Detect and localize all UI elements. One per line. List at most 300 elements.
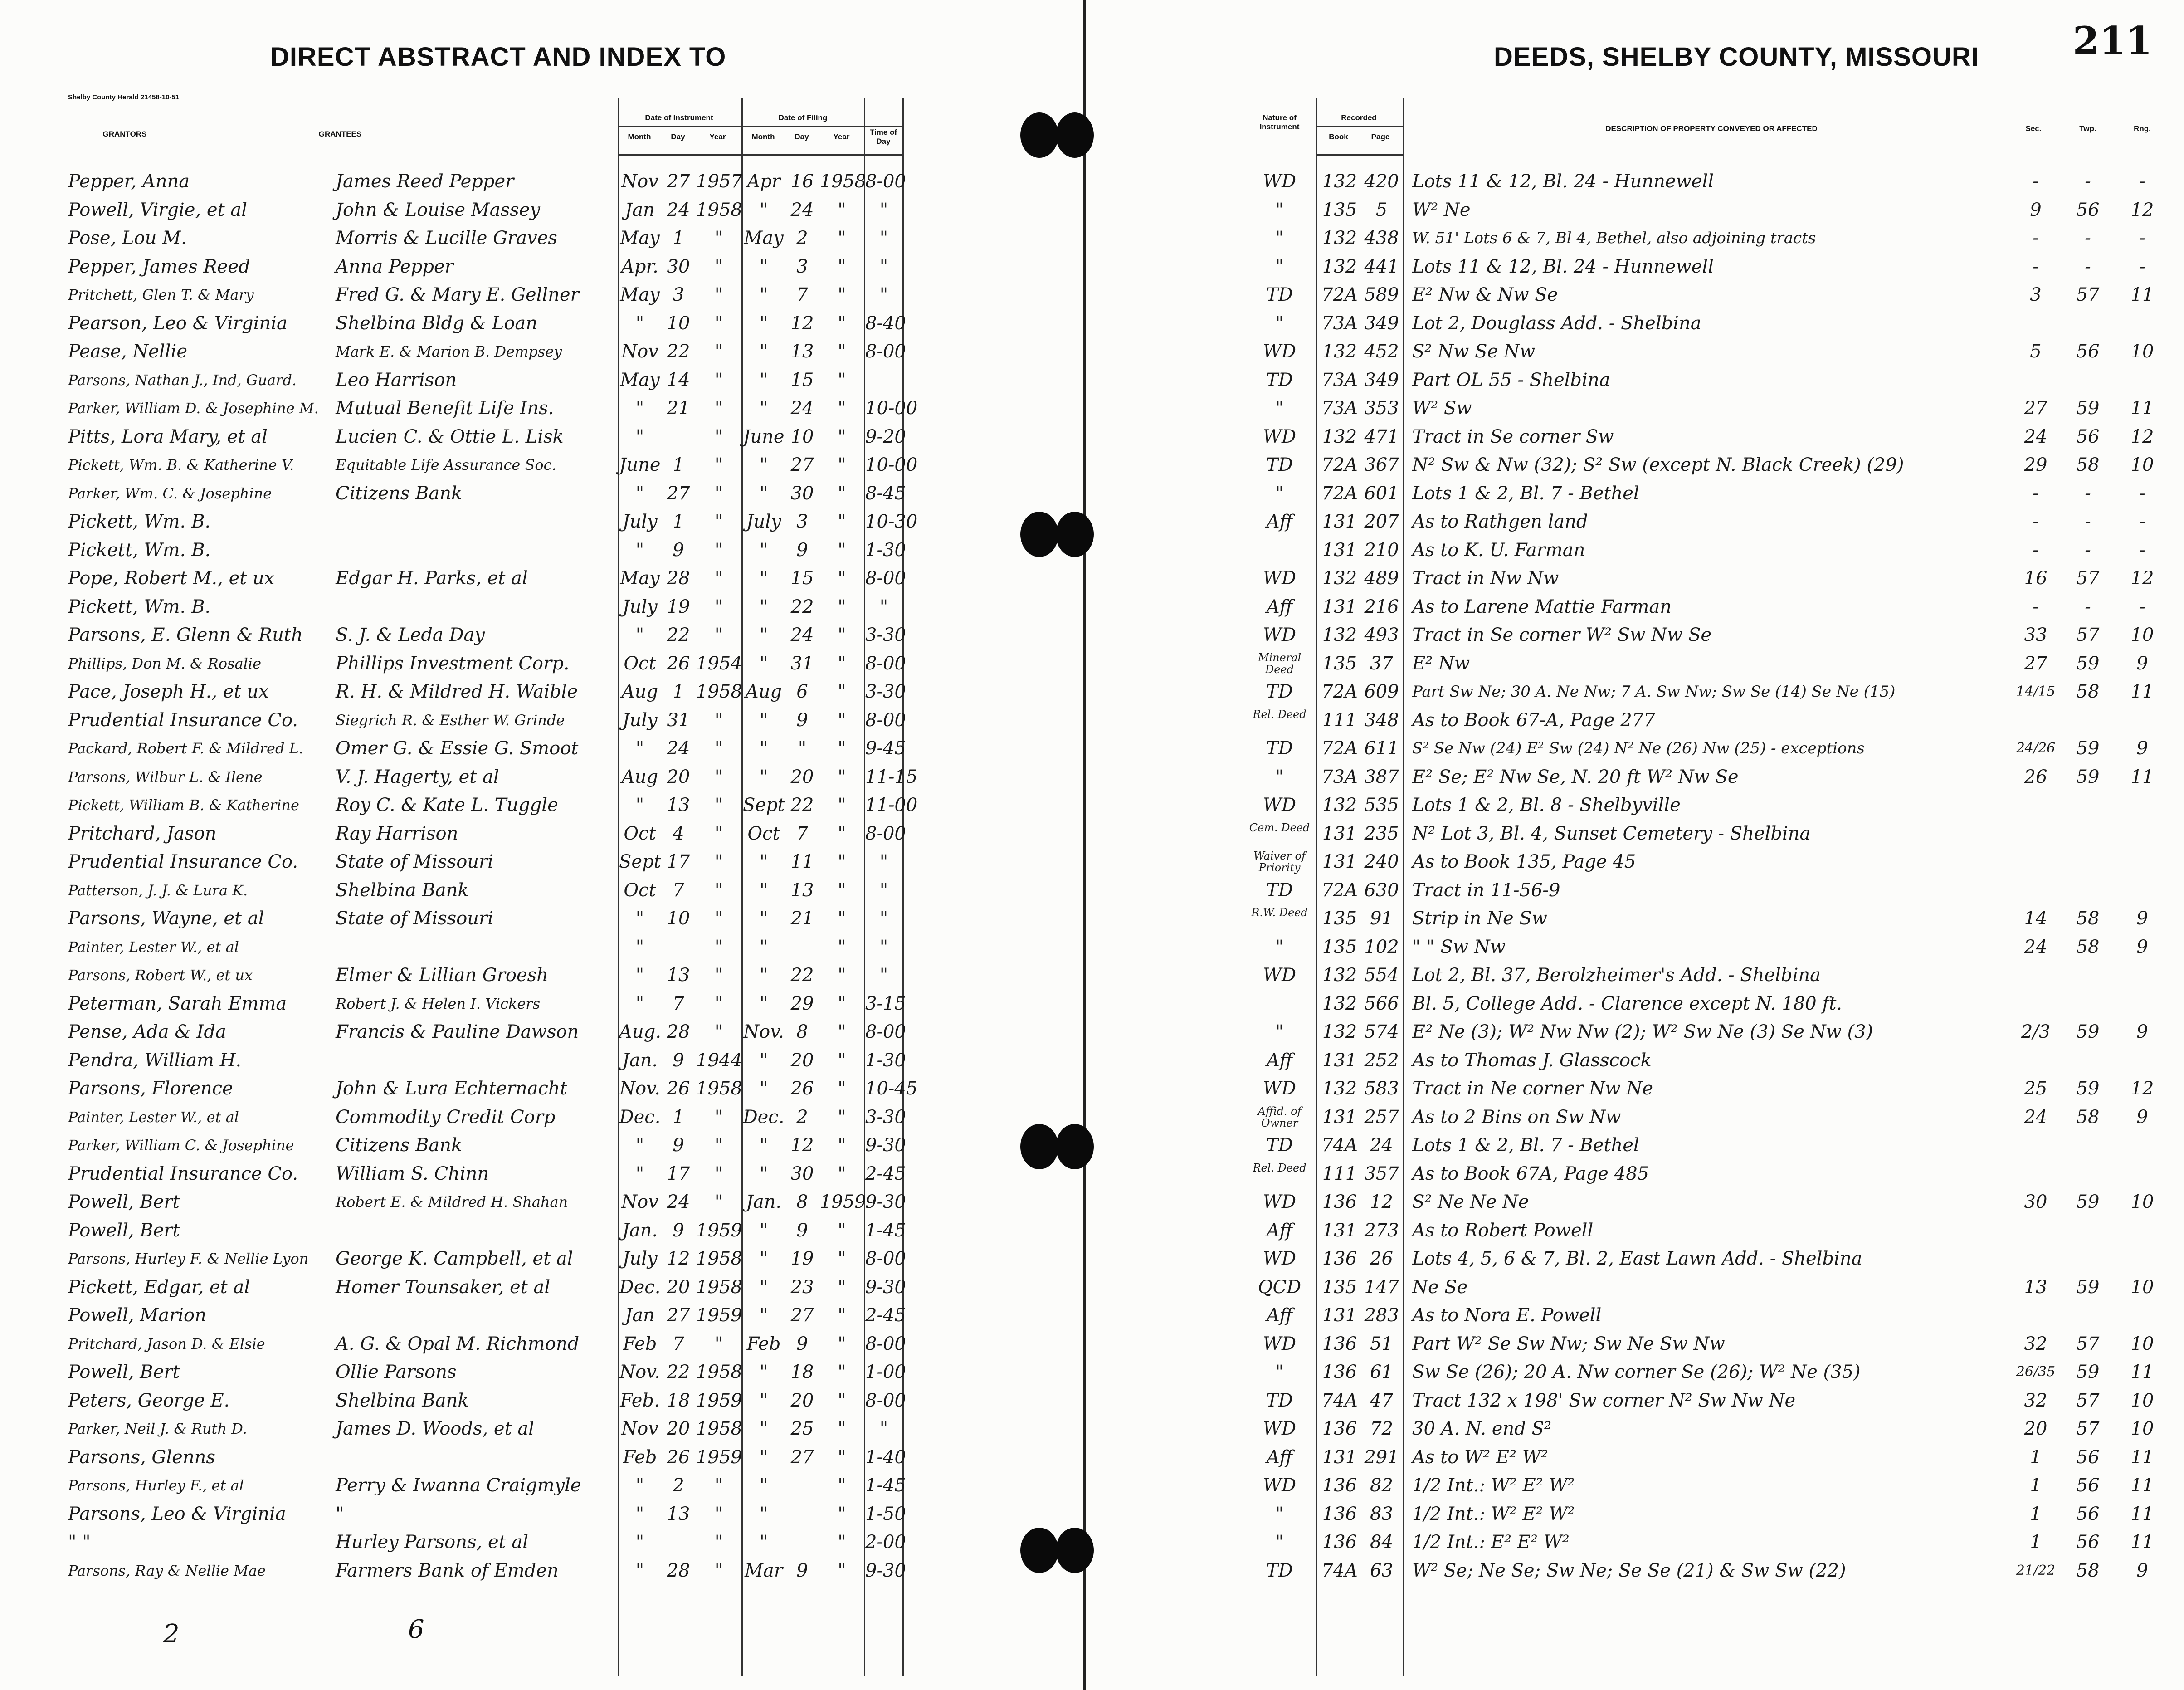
- description-cell: Lots 1 & 2, Bl. 8 - Shelbyville: [1412, 795, 1681, 816]
- instrument-month-cell: Nov: [621, 171, 658, 192]
- section-cell: 14: [2024, 908, 2047, 929]
- book-cell: 131: [1322, 596, 1357, 617]
- filing-month-cell: Mar: [745, 1560, 783, 1581]
- book-cell: 136: [1322, 1333, 1357, 1354]
- township-cell: 56: [2076, 1475, 2100, 1496]
- filing-day-cell: 15: [790, 568, 814, 589]
- filing-month-cell: ": [759, 766, 768, 787]
- instrument-day-cell: 28: [667, 1021, 690, 1042]
- filing-day-cell: 20: [790, 1390, 814, 1411]
- filing-month-cell: Dec.: [743, 1106, 785, 1128]
- time-of-day-cell: ": [879, 1418, 888, 1439]
- description-cell: E² Nw: [1412, 653, 1470, 674]
- filing-month-cell: June: [743, 426, 785, 447]
- instrument-month-cell: ": [635, 1475, 644, 1496]
- book-cell: 131: [1322, 539, 1357, 561]
- ledger-row: [1086, 904, 2184, 930]
- filing-month-cell: ": [759, 965, 768, 986]
- filing-day-cell: 19: [790, 1248, 814, 1269]
- instrument-year-cell: ": [714, 709, 723, 731]
- grantee-cell: V. J. Hagerty, et al: [336, 766, 499, 787]
- description-cell: W² Se; Ne Se; Sw Ne; Se Se (21) & Sw Sw (22): [1412, 1560, 1846, 1581]
- instrument-day-cell: 20: [667, 1418, 690, 1439]
- book-cell: 132: [1322, 625, 1357, 645]
- township-cell: 56: [2076, 1446, 2100, 1468]
- filing-day-cell: 8: [796, 1021, 808, 1042]
- instrument-month-cell: Aug: [621, 766, 658, 787]
- ledger-row: [0, 1301, 1083, 1327]
- grantor-cell: Phillips, Don M. & Rosalie: [68, 655, 262, 672]
- instrument-day-cell: 24: [667, 1192, 690, 1212]
- filing-year-cell: ": [838, 1418, 846, 1439]
- filing-day-cell: 13: [790, 341, 814, 362]
- grantor-cell: Powell, Virgie, et al: [68, 199, 247, 220]
- instrument-day-cell: 2: [673, 1475, 684, 1496]
- range-cell: 11: [2130, 1532, 2154, 1553]
- instrument-year-cell: 1958: [696, 1362, 742, 1382]
- grantee-cell: Phillips Investment Corp.: [336, 653, 570, 674]
- instrument-month-cell: ": [635, 625, 644, 645]
- description-cell: Tract in Ne corner Nw Ne: [1412, 1078, 1653, 1099]
- ledger-row: [0, 450, 1083, 477]
- grantee-cell: Leo Harrison: [336, 369, 457, 391]
- grantee-cell: Roy C. & Kate L. Tuggle: [336, 795, 558, 816]
- instrument-month-cell: Dec.: [619, 1276, 661, 1298]
- instrument-month-cell: ": [635, 1532, 644, 1553]
- range-cell: 11: [2130, 1503, 2154, 1524]
- filing-month-cell: ": [759, 256, 768, 277]
- grantee-cell: James Reed Pepper: [336, 171, 514, 192]
- filing-year-cell: ": [838, 596, 846, 617]
- range-cell: 11: [2130, 681, 2154, 702]
- page-cell: 72: [1370, 1418, 1393, 1439]
- grantor-cell: Pearson, Leo & Virginia: [68, 313, 288, 334]
- township-cell: 59: [2076, 653, 2100, 674]
- township-cell: -: [2085, 483, 2091, 504]
- margin-mark: 2: [163, 1619, 180, 1649]
- instrument-year-cell: 1959: [696, 1446, 742, 1468]
- township-cell: -: [2085, 171, 2091, 192]
- grantee-cell: Equitable Life Assurance Soc.: [336, 456, 556, 474]
- book-cell: 111: [1322, 1163, 1357, 1184]
- ledger-row: [0, 1414, 1083, 1441]
- filing-year-cell: ": [838, 1446, 846, 1468]
- page-cell: 252: [1364, 1050, 1399, 1071]
- ledger-row: [1086, 1556, 2184, 1583]
- ledger-row: [0, 1273, 1083, 1299]
- grantee-cell: Shelbina Bank: [336, 879, 469, 901]
- grantors-header: GRANTORS: [102, 130, 147, 138]
- ledger-row: [0, 1500, 1083, 1526]
- description-cell: Tract in Se corner W² Sw Nw Se: [1412, 625, 1712, 645]
- grantee-cell: Fred G. & Mary E. Gellner: [336, 284, 579, 305]
- township-cell: 59: [2076, 1021, 2100, 1042]
- book-cell: 136: [1322, 1362, 1357, 1382]
- time-of-day-cell: 1-40: [865, 1446, 906, 1468]
- time-of-day-cell: 8-00: [865, 1333, 906, 1354]
- time-of-day-cell: 9-20: [865, 426, 906, 447]
- printer-imprint: Shelby County Herald 21458-10-51: [68, 93, 180, 101]
- page-cell: 51: [1370, 1333, 1393, 1354]
- filing-day-cell: 7: [796, 284, 808, 305]
- page-cell: 589: [1364, 284, 1399, 305]
- time-of-day-cell: 9-30: [865, 1192, 906, 1212]
- instrument-year-cell: ": [714, 823, 723, 844]
- range-cell: 9: [2136, 1560, 2148, 1581]
- filing-day-cell: 24: [790, 199, 814, 220]
- section-cell: -: [2033, 171, 2039, 192]
- filing-year-cell: ": [838, 1220, 846, 1241]
- page-cell: 493: [1364, 625, 1399, 645]
- ledger-row: [1086, 1358, 2184, 1384]
- township-cell: 59: [2076, 1192, 2100, 1212]
- ledger-row: [1086, 677, 2184, 703]
- instrument-day-cell: 27: [667, 171, 690, 192]
- filing-day-cell: 12: [790, 1135, 814, 1156]
- nature-cell: TD: [1266, 284, 1293, 305]
- time-of-day-cell: 10-30: [865, 511, 918, 532]
- grantor-cell: Parker, Wm. C. & Josephine: [68, 484, 272, 502]
- ledger-row: [0, 620, 1083, 647]
- ledger-row: [1086, 1074, 2184, 1100]
- ledger-row: [0, 366, 1083, 392]
- page-cell: 235: [1364, 823, 1399, 844]
- section-header: Sec.: [2025, 124, 2042, 133]
- grantor-cell: Powell, Bert: [68, 1192, 180, 1212]
- description-cell: S² Ne Ne Ne: [1412, 1192, 1529, 1212]
- township-cell: 57: [2076, 1390, 2100, 1411]
- time-of-day-cell: 3-30: [865, 681, 906, 702]
- instrument-year-cell: ": [714, 1333, 723, 1354]
- book-cell: 131: [1322, 823, 1357, 844]
- grantor-cell: Parsons, Wilbur L. & Ilene: [68, 768, 263, 786]
- ledger-row: [0, 394, 1083, 420]
- description-cell: Lot 2, Bl. 37, Berolzheimer's Add. - Shelbina: [1412, 965, 1821, 986]
- instrument-year-cell: ": [714, 284, 723, 305]
- filing-year-cell: ": [838, 1078, 846, 1099]
- instrument-month-header: Month: [628, 132, 651, 141]
- township-cell: 56: [2076, 1532, 2100, 1553]
- ledger-row: [1086, 734, 2184, 760]
- instrument-month-cell: May: [620, 568, 660, 589]
- filing-day-cell: 9: [796, 1220, 808, 1241]
- ledger-row: [1086, 422, 2184, 449]
- township-cell: 57: [2076, 284, 2100, 305]
- section-cell: -: [2033, 511, 2039, 532]
- filing-day-cell: 15: [790, 369, 814, 391]
- book-cell: 136: [1322, 1248, 1357, 1269]
- description-cell: Lots 1 & 2, Bl. 7 - Bethel: [1412, 1135, 1639, 1156]
- description-cell: " " Sw Nw: [1412, 936, 1506, 957]
- book-cell: 136: [1322, 1192, 1357, 1212]
- grantor-cell: Parsons, Hurley F., et al: [68, 1477, 244, 1494]
- instrument-year-cell: ": [714, 568, 723, 589]
- ledger-row: [0, 649, 1083, 675]
- description-cell: Tract in Nw Nw: [1412, 568, 1559, 589]
- instrument-year-cell: 1958: [696, 1418, 742, 1439]
- range-cell: 10: [2130, 341, 2154, 362]
- instrument-year-cell: 1959: [696, 1220, 742, 1241]
- instrument-year-cell: ": [714, 539, 723, 561]
- instrument-month-cell: Nov.: [619, 1078, 660, 1099]
- grantor-cell: Pense, Ada & Ida: [68, 1021, 226, 1042]
- filing-day-cell: 27: [790, 1305, 814, 1326]
- instrument-day-cell: 7: [673, 1333, 684, 1354]
- instrument-day-cell: 3: [673, 284, 684, 305]
- filing-year-cell: ": [838, 1248, 846, 1269]
- section-cell: 21/22: [2016, 1562, 2056, 1578]
- nature-cell: Affid. of Owner: [1258, 1104, 1302, 1129]
- filing-day-header: Day: [795, 132, 809, 141]
- description-cell: E² Nw & Nw Se: [1412, 284, 1558, 305]
- book-cell: 72A: [1321, 879, 1358, 901]
- filing-day-cell: 2: [796, 228, 808, 249]
- township-cell: 59: [2076, 1362, 2100, 1382]
- ledger-row: [0, 1216, 1083, 1242]
- filing-year-cell: ": [838, 625, 846, 645]
- grantor-cell: Parsons, E. Glenn & Ruth: [68, 625, 303, 645]
- instrument-day-cell: 13: [667, 1503, 690, 1524]
- filing-month-cell: ": [759, 709, 768, 731]
- range-header: Rng.: [2134, 124, 2151, 133]
- range-cell: -: [2139, 256, 2145, 277]
- filing-day-cell: 8: [796, 1192, 808, 1212]
- book-cell: 131: [1322, 1305, 1357, 1326]
- section-cell: 20: [2024, 1418, 2047, 1439]
- ledger-row: [1086, 847, 2184, 874]
- ledger-row: [0, 422, 1083, 449]
- filing-year-cell: ": [838, 398, 846, 419]
- page-cell: 26: [1370, 1248, 1393, 1269]
- book-cell: 73A: [1321, 398, 1358, 419]
- ledger-row: [0, 933, 1083, 959]
- filing-month-cell: ": [759, 851, 768, 872]
- ledger-row: [1086, 791, 2184, 817]
- range-cell: 10: [2130, 1192, 2154, 1212]
- time-of-day-cell: 3-15: [865, 993, 906, 1014]
- instrument-month-cell: Apr.: [621, 256, 658, 277]
- right-page: [1083, 0, 2184, 1690]
- instrument-day-cell: 1: [673, 511, 684, 532]
- grantee-cell: Francis & Pauline Dawson: [336, 1021, 579, 1042]
- range-cell: 10: [2130, 1276, 2154, 1298]
- instrument-year-cell: 1958: [696, 199, 742, 220]
- instrument-year-cell: ": [714, 398, 723, 419]
- nature-cell: Aff: [1266, 1446, 1293, 1468]
- filing-day-cell: 30: [790, 483, 814, 504]
- filing-year-cell: ": [838, 1276, 846, 1298]
- filing-year-cell: ": [838, 1503, 846, 1524]
- grantor-cell: Parker, William C. & Josephine: [68, 1137, 294, 1154]
- nature-cell: WD: [1263, 171, 1297, 192]
- instrument-month-cell: Nov: [621, 1192, 658, 1212]
- book-cell: 131: [1322, 1446, 1357, 1468]
- filing-year-cell: ": [838, 681, 846, 702]
- instrument-month-cell: ": [635, 426, 644, 447]
- filing-day-cell: 10: [790, 426, 814, 447]
- township-cell: 59: [2076, 766, 2100, 787]
- nature-cell: WD: [1263, 1192, 1297, 1212]
- instrument-year-cell: ": [714, 341, 723, 362]
- ledger-row: [0, 1046, 1083, 1072]
- time-of-day-cell: 2-00: [865, 1532, 906, 1553]
- filing-year-cell: ": [838, 313, 846, 334]
- grantor-cell: Packard, Robert F. & Mildred L.: [68, 740, 304, 757]
- instrument-day-cell: 28: [667, 1560, 690, 1581]
- book-cell: 132: [1322, 341, 1357, 362]
- section-cell: 3: [2030, 284, 2042, 305]
- filing-year-cell: ": [838, 908, 846, 929]
- township-cell: 57: [2076, 1418, 2100, 1439]
- instrument-year-cell: ": [714, 1163, 723, 1184]
- grantee-cell: Edgar H. Parks, et al: [336, 568, 528, 589]
- ledger-row: [0, 989, 1083, 1016]
- ledger-row: [1086, 1273, 2184, 1299]
- binder-hole: [1056, 1124, 1094, 1169]
- ledger-row: [0, 904, 1083, 930]
- grantor-cell: Peterman, Sarah Emma: [68, 993, 287, 1014]
- page-cell: 420: [1364, 171, 1399, 192]
- book-cell: 132: [1322, 965, 1357, 986]
- book-cell: 73A: [1321, 766, 1358, 787]
- grantor-cell: Powell, Bert: [68, 1362, 180, 1382]
- filing-day-cell: 9: [796, 709, 808, 731]
- filing-day-cell: 21: [790, 908, 814, 929]
- margin-mark: 6: [408, 1615, 424, 1644]
- filing-month-cell: ": [759, 568, 768, 589]
- ledger-row: [1086, 479, 2184, 505]
- filing-year-cell: ": [838, 766, 846, 787]
- instrument-year-cell: ": [714, 511, 723, 532]
- ledger-row: [1086, 167, 2184, 193]
- filing-month-cell: ": [759, 1163, 768, 1184]
- instrument-month-cell: Oct: [624, 653, 656, 674]
- instrument-month-cell: July: [622, 596, 658, 617]
- ledger-row: [1086, 252, 2184, 278]
- binder-hole: [1056, 512, 1094, 557]
- ledger-row: [0, 309, 1083, 335]
- binder-hole: [1020, 512, 1058, 557]
- nature-cell: TD: [1266, 1135, 1293, 1156]
- ledger-row: [0, 1103, 1083, 1129]
- grantee-cell: R. H. & Mildred H. Waible: [336, 681, 578, 702]
- township-cell: 57: [2076, 1333, 2100, 1354]
- filing-month-cell: Aug: [745, 681, 782, 702]
- grantee-cell: Shelbina Bank: [336, 1390, 469, 1411]
- filing-year-cell: ": [838, 1362, 846, 1382]
- nature-cell: TD: [1266, 681, 1293, 702]
- grantee-cell: ": [336, 1503, 344, 1524]
- page-cell: 611: [1364, 738, 1399, 759]
- filing-year-cell: ": [838, 1560, 846, 1581]
- nature-of-instrument-header: Nature of Instrument: [1259, 113, 1300, 131]
- book-cell: 135: [1322, 936, 1357, 957]
- filing-year-cell: ": [838, 256, 846, 277]
- instrument-day-cell: 24: [667, 738, 690, 759]
- grantee-cell: S. J. & Leda Day: [336, 625, 485, 645]
- filing-day-cell: 20: [790, 766, 814, 787]
- instrument-year-cell: ": [714, 1192, 723, 1212]
- filing-month-cell: ": [759, 625, 768, 645]
- time-of-day-cell: 8-00: [865, 341, 906, 362]
- township-cell: 56: [2076, 341, 2100, 362]
- ledger-row: [1086, 1301, 2184, 1327]
- time-of-day-cell: ": [879, 256, 888, 277]
- instrument-year-cell: ": [714, 879, 723, 901]
- grantor-cell: Pendra, William H.: [68, 1050, 242, 1071]
- township-cell: 58: [2076, 454, 2100, 475]
- filing-month-cell: ": [759, 908, 768, 929]
- ledger-row: [1086, 961, 2184, 987]
- time-of-day-cell: 8-00: [865, 653, 906, 674]
- nature-cell: Rel. Deed: [1253, 708, 1306, 721]
- filing-month-cell: Nov.: [743, 1021, 784, 1042]
- date-of-filing-header: Date of Filing: [778, 113, 828, 122]
- time-of-day-cell: 3-30: [865, 1106, 906, 1128]
- time-of-day-cell: 8-00: [865, 709, 906, 731]
- section-cell: 24: [2024, 936, 2047, 957]
- instrument-month-cell: Feb.: [620, 1390, 660, 1411]
- page-cell: 283: [1364, 1305, 1399, 1326]
- book-cell: 74A: [1321, 1560, 1358, 1581]
- instrument-day-cell: 7: [673, 993, 684, 1014]
- nature-cell: TD: [1266, 1560, 1293, 1581]
- page-cell: 583: [1364, 1078, 1399, 1099]
- township-cell: -: [2085, 511, 2091, 532]
- filing-day-cell: 3: [796, 256, 808, 277]
- filing-month-cell: ": [759, 313, 768, 334]
- grantor-cell: Pope, Robert M., et ux: [68, 568, 275, 589]
- page-cell: 207: [1364, 511, 1399, 532]
- header-rule: [1316, 154, 1404, 156]
- instrument-year-cell: ": [714, 851, 723, 872]
- filing-year-cell: ": [838, 199, 846, 220]
- instrument-month-cell: ": [635, 398, 644, 419]
- instrument-day-cell: 20: [667, 766, 690, 787]
- nature-cell: Aff: [1266, 1305, 1293, 1326]
- instrument-year-cell: ": [714, 1021, 723, 1042]
- page-cell: 147: [1364, 1276, 1399, 1298]
- nature-cell: ": [1275, 1362, 1284, 1382]
- ledger-row: [0, 847, 1083, 874]
- grantor-cell: Powell, Marion: [68, 1305, 206, 1326]
- ledger-row: [1086, 620, 2184, 647]
- range-cell: 11: [2130, 1362, 2154, 1382]
- range-cell: -: [2139, 228, 2145, 249]
- book-cell: 72A: [1321, 738, 1358, 759]
- instrument-month-cell: Feb: [623, 1446, 657, 1468]
- ledger-row: [0, 706, 1083, 732]
- page-cell: 349: [1364, 369, 1399, 391]
- instrument-month-cell: Aug.: [619, 1021, 661, 1042]
- time-of-day-cell: 1-50: [865, 1503, 906, 1524]
- section-cell: -: [2033, 228, 2039, 249]
- filing-month-cell: ": [759, 1050, 768, 1071]
- ledger-row: [1086, 280, 2184, 307]
- filing-year-cell: ": [838, 511, 846, 532]
- ledger-row: [1086, 649, 2184, 675]
- grantor-cell: Pickett, Wm. B.: [68, 539, 211, 561]
- nature-cell: TD: [1266, 454, 1293, 475]
- binder-hole: [1020, 112, 1058, 158]
- binder-hole: [1020, 1124, 1058, 1169]
- ledger-row: [1086, 1046, 2184, 1072]
- instrument-day-cell: 1: [673, 681, 684, 702]
- filing-month-cell: ": [759, 936, 768, 957]
- range-cell: -: [2139, 171, 2145, 192]
- filing-day-cell: 25: [790, 1418, 814, 1439]
- filing-year-cell: ": [838, 369, 846, 391]
